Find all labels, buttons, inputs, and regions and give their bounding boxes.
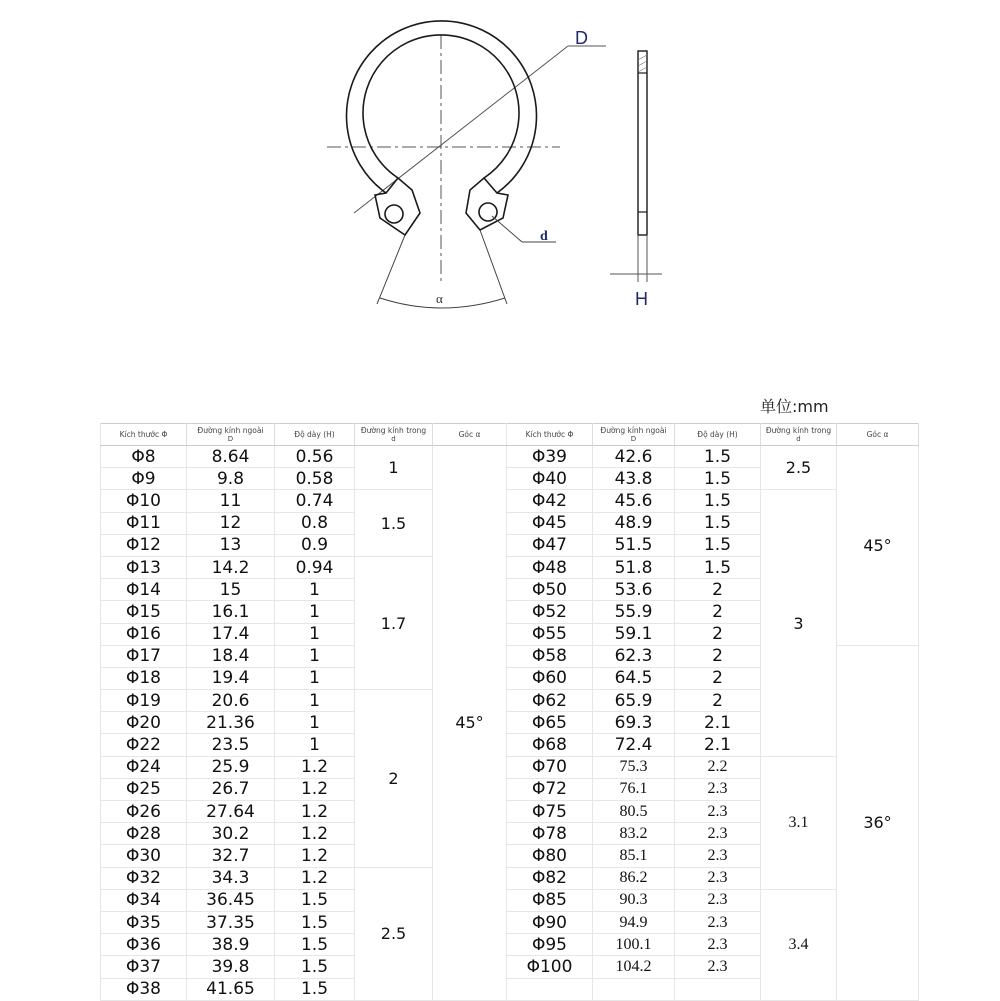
outer-diameter-cell: 65.9	[593, 690, 675, 712]
header-thick: Độ dày (H)	[675, 424, 761, 446]
thickness-cell: 2.2	[675, 756, 761, 778]
size-cell: Φ12	[101, 534, 187, 556]
side-view	[638, 51, 647, 235]
size-cell: Φ72	[507, 778, 593, 800]
outer-diameter-cell: 75.3	[593, 756, 675, 778]
size-cell: Φ36	[101, 934, 187, 956]
header-size: Kích thước Φ	[507, 424, 593, 446]
outer-diameter-cell: 26.7	[187, 778, 275, 800]
outer-diameter-cell: 11	[187, 490, 275, 512]
thickness-cell: 1.2	[275, 756, 355, 778]
header-inner: Đường kính trong d	[761, 424, 837, 446]
thickness-cell: 2	[675, 667, 761, 689]
thickness-cell: 2.3	[675, 823, 761, 845]
outer-diameter-cell: 36.45	[187, 889, 275, 911]
inner-diameter-cell: 1.7	[355, 556, 433, 689]
size-cell: Φ65	[507, 712, 593, 734]
size-cell: Φ34	[101, 889, 187, 911]
table-header	[507, 424, 919, 446]
size-cell: Φ8	[101, 446, 187, 468]
thickness-cell: 1	[275, 623, 355, 645]
size-cell: Φ26	[101, 801, 187, 823]
size-cell: Φ68	[507, 734, 593, 756]
thickness-cell: 1	[275, 579, 355, 601]
outer-diameter-cell: 20.6	[187, 690, 275, 712]
size-cell: Φ70	[507, 756, 593, 778]
size-cell: Φ35	[101, 911, 187, 933]
thickness-cell: 2.3	[675, 801, 761, 823]
header-outer: Đường kính ngoài D	[593, 424, 675, 446]
size-cell: Φ50	[507, 579, 593, 601]
thickness-cell: 2.3	[675, 934, 761, 956]
outer-diameter-cell: 17.4	[187, 623, 275, 645]
outer-diameter-cell: 90.3	[593, 889, 675, 911]
outer-diameter-cell: 55.9	[593, 601, 675, 623]
outer-diameter-cell: 39.8	[187, 956, 275, 978]
outer-diameter-cell: 80.5	[593, 801, 675, 823]
thickness-cell: 1	[275, 734, 355, 756]
size-cell: Φ30	[101, 845, 187, 867]
label-d: d	[540, 229, 548, 244]
outer-diameter-cell: 16.1	[187, 601, 275, 623]
size-cell: Φ16	[101, 623, 187, 645]
outer-diameter-cell: 86.2	[593, 867, 675, 889]
thickness-cell: 2.3	[675, 911, 761, 933]
thickness-cell: 2.3	[675, 867, 761, 889]
inner-diameter-cell: 1.5	[355, 490, 433, 557]
header-size: Kích thước Φ	[101, 424, 187, 446]
size-cell: Φ19	[101, 690, 187, 712]
table-row	[507, 645, 919, 667]
thickness-cell: 0.74	[275, 490, 355, 512]
thickness-cell: 1	[275, 712, 355, 734]
thickness-cell: 0.9	[275, 534, 355, 556]
thickness-cell: 2	[675, 623, 761, 645]
thickness-cell: 1	[275, 645, 355, 667]
outer-diameter-cell: 37.35	[187, 911, 275, 933]
table-header	[101, 424, 507, 446]
thickness-cell: 1.5	[275, 911, 355, 933]
outer-diameter-cell: 23.5	[187, 734, 275, 756]
thickness-cell: 2.1	[675, 734, 761, 756]
size-cell: Φ95	[507, 934, 593, 956]
circlip-drawing	[0, 0, 1000, 330]
outer-diameter-cell: 14.2	[187, 556, 275, 578]
inner-diameter-cell: 3.4	[761, 889, 837, 1000]
inner-diameter-cell: 2	[355, 690, 433, 868]
outer-diameter-cell: 48.9	[593, 512, 675, 534]
label-alpha: α	[436, 291, 443, 306]
size-cell: Φ39	[507, 446, 593, 468]
outer-diameter-cell: 64.5	[593, 667, 675, 689]
outer-diameter-cell: 51.8	[593, 556, 675, 578]
thickness-cell: 1.5	[675, 512, 761, 534]
thickness-cell: 2	[675, 645, 761, 667]
header-angle: Góc α	[433, 424, 507, 446]
outer-diameter-cell: 8.64	[187, 446, 275, 468]
thickness-cell: 1.2	[275, 867, 355, 889]
size-cell: Φ45	[507, 512, 593, 534]
size-cell: Φ14	[101, 579, 187, 601]
left-hole	[385, 205, 403, 223]
angle-cell: 45°	[433, 446, 507, 1001]
size-cell: Φ37	[101, 956, 187, 978]
inner-diameter-cell: 1	[355, 446, 433, 490]
size-cell: Φ82	[507, 867, 593, 889]
size-cell: Φ42	[507, 490, 593, 512]
angle-cell: 45°	[837, 446, 919, 646]
size-cell: Φ20	[101, 712, 187, 734]
size-cell: Φ47	[507, 534, 593, 556]
unit-label: 单位:mm	[760, 397, 829, 416]
size-cell: Φ9	[101, 468, 187, 490]
size-cell: Φ40	[507, 468, 593, 490]
outer-diameter-cell: 41.65	[187, 978, 275, 1000]
thickness-cell: 2.3	[675, 956, 761, 978]
outer-diameter-cell: 30.2	[187, 823, 275, 845]
thickness-cell: 1	[275, 690, 355, 712]
thickness-cell: 0.8	[275, 512, 355, 534]
inner-diameter-cell: 3	[761, 490, 837, 756]
angle-cell: 36°	[837, 645, 919, 1000]
thickness-cell: 1.5	[675, 468, 761, 490]
thickness-cell: 2	[675, 690, 761, 712]
outer-diameter-cell: 53.6	[593, 579, 675, 601]
size-cell: Φ75	[507, 801, 593, 823]
outer-diameter-cell: 85.1	[593, 845, 675, 867]
thickness-cell: 1.2	[275, 823, 355, 845]
thickness-cell: 0.56	[275, 446, 355, 468]
outer-diameter-cell: 13	[187, 534, 275, 556]
thickness-cell: 1.5	[275, 889, 355, 911]
outer-diameter-cell: 69.3	[593, 712, 675, 734]
table-row	[101, 446, 507, 468]
thickness-cell: 1.5	[675, 556, 761, 578]
thickness-cell: 1.5	[275, 934, 355, 956]
thickness-cell: 1	[275, 601, 355, 623]
size-cell: Φ11	[101, 512, 187, 534]
outer-diameter-cell: 59.1	[593, 623, 675, 645]
label-D: D	[575, 28, 588, 48]
thickness-cell	[675, 978, 761, 1000]
size-cell: Φ90	[507, 911, 593, 933]
thickness-cell: 2	[675, 601, 761, 623]
thickness-cell: 1.5	[275, 956, 355, 978]
spec-table-right	[506, 423, 919, 1001]
size-cell	[507, 978, 593, 1000]
size-cell: Φ100	[507, 956, 593, 978]
outer-diameter-cell: 9.8	[187, 468, 275, 490]
thickness-cell: 1.2	[275, 801, 355, 823]
size-cell: Φ15	[101, 601, 187, 623]
thickness-cell: 1.5	[675, 446, 761, 468]
thickness-cell: 2.3	[675, 778, 761, 800]
outer-diameter-cell: 62.3	[593, 645, 675, 667]
size-cell: Φ28	[101, 823, 187, 845]
thickness-cell: 1	[275, 667, 355, 689]
size-cell: Φ38	[101, 978, 187, 1000]
header-inner: Đường kính trong d	[355, 424, 433, 446]
size-cell: Φ18	[101, 667, 187, 689]
outer-diameter-cell: 27.64	[187, 801, 275, 823]
outer-diameter-cell: 12	[187, 512, 275, 534]
thickness-cell: 1.5	[675, 534, 761, 556]
size-cell: Φ58	[507, 645, 593, 667]
size-cell: Φ10	[101, 490, 187, 512]
outer-diameter-cell: 76.1	[593, 778, 675, 800]
thickness-cell: 0.94	[275, 556, 355, 578]
inner-diameter-cell: 3.1	[761, 756, 837, 889]
size-cell: Φ60	[507, 667, 593, 689]
outer-diameter-cell: 43.8	[593, 468, 675, 490]
size-cell: Φ24	[101, 756, 187, 778]
size-cell: Φ85	[507, 889, 593, 911]
outer-diameter-cell: 38.9	[187, 934, 275, 956]
size-cell: Φ80	[507, 845, 593, 867]
thickness-cell: 1.5	[275, 978, 355, 1000]
table-row	[507, 446, 919, 468]
inner-diameter-cell: 2.5	[761, 446, 837, 490]
size-cell: Φ62	[507, 690, 593, 712]
thickness-cell: 2.1	[675, 712, 761, 734]
size-cell: Φ17	[101, 645, 187, 667]
outer-diameter-cell: 25.9	[187, 756, 275, 778]
outer-diameter-cell: 19.4	[187, 667, 275, 689]
spec-table-left	[100, 423, 507, 1001]
thickness-cell: 0.58	[275, 468, 355, 490]
outer-diameter-cell: 72.4	[593, 734, 675, 756]
header-outer: Đường kính ngoài D	[187, 424, 275, 446]
size-cell: Φ25	[101, 778, 187, 800]
outer-diameter-cell: 94.9	[593, 911, 675, 933]
outer-diameter-cell: 18.4	[187, 645, 275, 667]
outer-diameter-cell: 42.6	[593, 446, 675, 468]
outer-diameter-cell: 32.7	[187, 845, 275, 867]
thickness-cell: 1.5	[675, 490, 761, 512]
thickness-cell: 2.3	[675, 845, 761, 867]
outer-diameter-cell	[593, 978, 675, 1000]
size-cell: Φ48	[507, 556, 593, 578]
outer-diameter-cell: 83.2	[593, 823, 675, 845]
outer-diameter-cell: 34.3	[187, 867, 275, 889]
thickness-cell: 1.2	[275, 778, 355, 800]
outer-diameter-cell: 21.36	[187, 712, 275, 734]
outer-diameter-cell: 100.1	[593, 934, 675, 956]
size-cell: Φ78	[507, 823, 593, 845]
thickness-cell: 1.2	[275, 845, 355, 867]
size-cell: Φ55	[507, 623, 593, 645]
label-H: H	[635, 289, 648, 309]
inner-diameter-cell: 2.5	[355, 867, 433, 1000]
header-angle: Góc α	[837, 424, 919, 446]
size-cell: Φ32	[101, 867, 187, 889]
outer-diameter-cell: 45.6	[593, 490, 675, 512]
outer-diameter-cell: 51.5	[593, 534, 675, 556]
thickness-cell: 2	[675, 579, 761, 601]
size-cell: Φ13	[101, 556, 187, 578]
outer-diameter-cell: 104.2	[593, 956, 675, 978]
header-thick: Độ dày (H)	[275, 424, 355, 446]
thickness-cell: 2.3	[675, 889, 761, 911]
size-cell: Φ52	[507, 601, 593, 623]
outer-diameter-cell: 15	[187, 579, 275, 601]
size-cell: Φ22	[101, 734, 187, 756]
